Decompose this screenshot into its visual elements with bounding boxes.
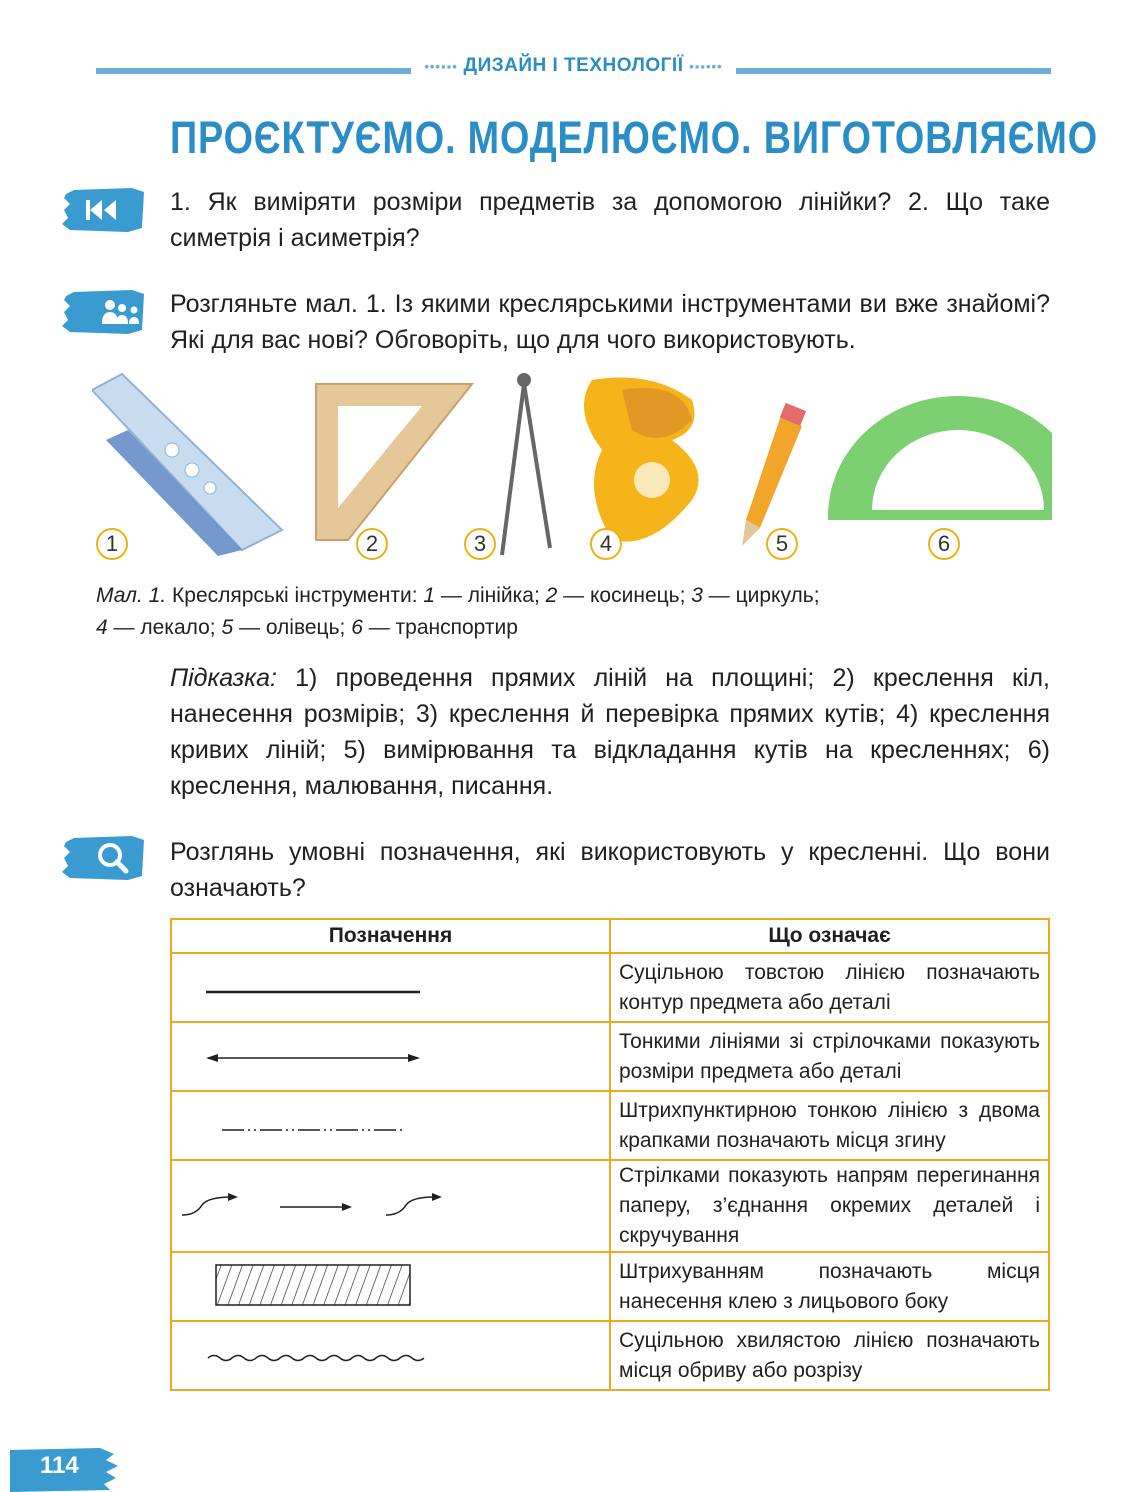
drawing-tools-illustration [92, 370, 1052, 560]
french-curve-image [584, 378, 699, 542]
table-cell-desc: Суцільною хвилястою лінією позначають місця обриву або розрізу [610, 1321, 1049, 1390]
table-row [171, 1022, 1049, 1091]
tool-number-2: 2 [356, 528, 388, 560]
group-discussion-icon [62, 290, 146, 334]
table-header-symbol: Позначення [171, 919, 610, 953]
review-questions: 1. Як виміряти розміри предметів за допомогою лінійки? 2. Що таке симетрія і асиметрія? [170, 188, 1050, 252]
running-header [96, 55, 1051, 76]
page-number: 114 [40, 1452, 79, 1479]
hatched-rectangle-symbol [171, 1252, 610, 1321]
set-square-image [316, 384, 472, 540]
table-row [171, 1252, 1049, 1321]
table-header-row [171, 919, 1049, 953]
discussion-prompt: Розгляньте мал. 1. Із якими креслярськими інструментами ви вже знайомі? Які для вас нові? Обговоріть, що для чого використовують. [170, 290, 1050, 354]
table-cell-desc: Тонкими лініями зі стрілочками показують розміри предмета або деталі [610, 1022, 1049, 1091]
tool-number-5: 5 [766, 528, 798, 560]
wavy-line-symbol [171, 1321, 610, 1390]
table-cell-desc: Суцільною товстою лінією позначають контур предмета або деталі [610, 953, 1049, 1022]
header-title-wrap: •••▪▪• ДИЗАЙН І ТЕХНОЛОГІЇ •▪▪••• [424, 55, 723, 76]
tool-number-1: 1 [96, 528, 128, 560]
page-title: ПРОЄКТУЄМО. МОДЕЛЮЄМО. ВИГОТОВЛЯЄМО [170, 112, 1098, 163]
drawing-symbols-table [170, 918, 1050, 1391]
table-cell-desc: Штрихуванням позначають місця нанесення клею з лицьового боку [610, 1252, 1049, 1321]
double-arrow-line-symbol [171, 1022, 610, 1091]
explore-prompt: Розглянь умовні позначення, які використовують у кресленні. Що вони означають? [170, 838, 1050, 902]
tool-number-3: 3 [464, 528, 496, 560]
table-cell-desc: Штрихпунктирною тонкою лінією з двома крапками позначають місця згину [610, 1091, 1049, 1160]
tool-number-4: 4 [590, 528, 622, 560]
table-row [171, 953, 1049, 1022]
ruler-image [92, 374, 282, 556]
arrows-symbol [171, 1160, 610, 1252]
header-title: ДИЗАЙН І ТЕХНОЛОГІЇ [463, 55, 684, 76]
dash-dot-dot-line-symbol [171, 1091, 610, 1160]
tool-number-6: 6 [928, 528, 960, 560]
page-number-badge [10, 1448, 120, 1492]
table-row [171, 1321, 1049, 1390]
table-header-meaning: Що означає [610, 919, 1049, 953]
table-row [171, 1091, 1049, 1160]
magnifier-icon [62, 836, 146, 880]
hint-paragraph: Підказка: 1) проведення прямих ліній на площині; 2) креслення кіл, нанесення розмірів; 3) креслення й перевірка прямих кутів; 4) креслення кривих ліній; 5) вимірювання та відкладання кутів на кресленнях; 6) креслення, малювання, писання. [170, 664, 1050, 800]
rewind-icon [62, 188, 146, 232]
table-cell-desc: Стрілками показують напрям перегинання паперу, з’єднання окремих деталей і скручування [610, 1160, 1049, 1252]
compass-image [502, 375, 550, 555]
protractor-image [828, 396, 1052, 520]
table-row [171, 1160, 1049, 1252]
pencil-image [742, 403, 806, 546]
solid-thick-line-symbol [171, 953, 610, 1022]
figure-caption: Мал. 1. Креслярські інструменти: 1 — лінійка; 2 — косинець; 3 — циркуль; 4 — лекало; 5 — олівець; 6 — транспортир [96, 584, 820, 639]
